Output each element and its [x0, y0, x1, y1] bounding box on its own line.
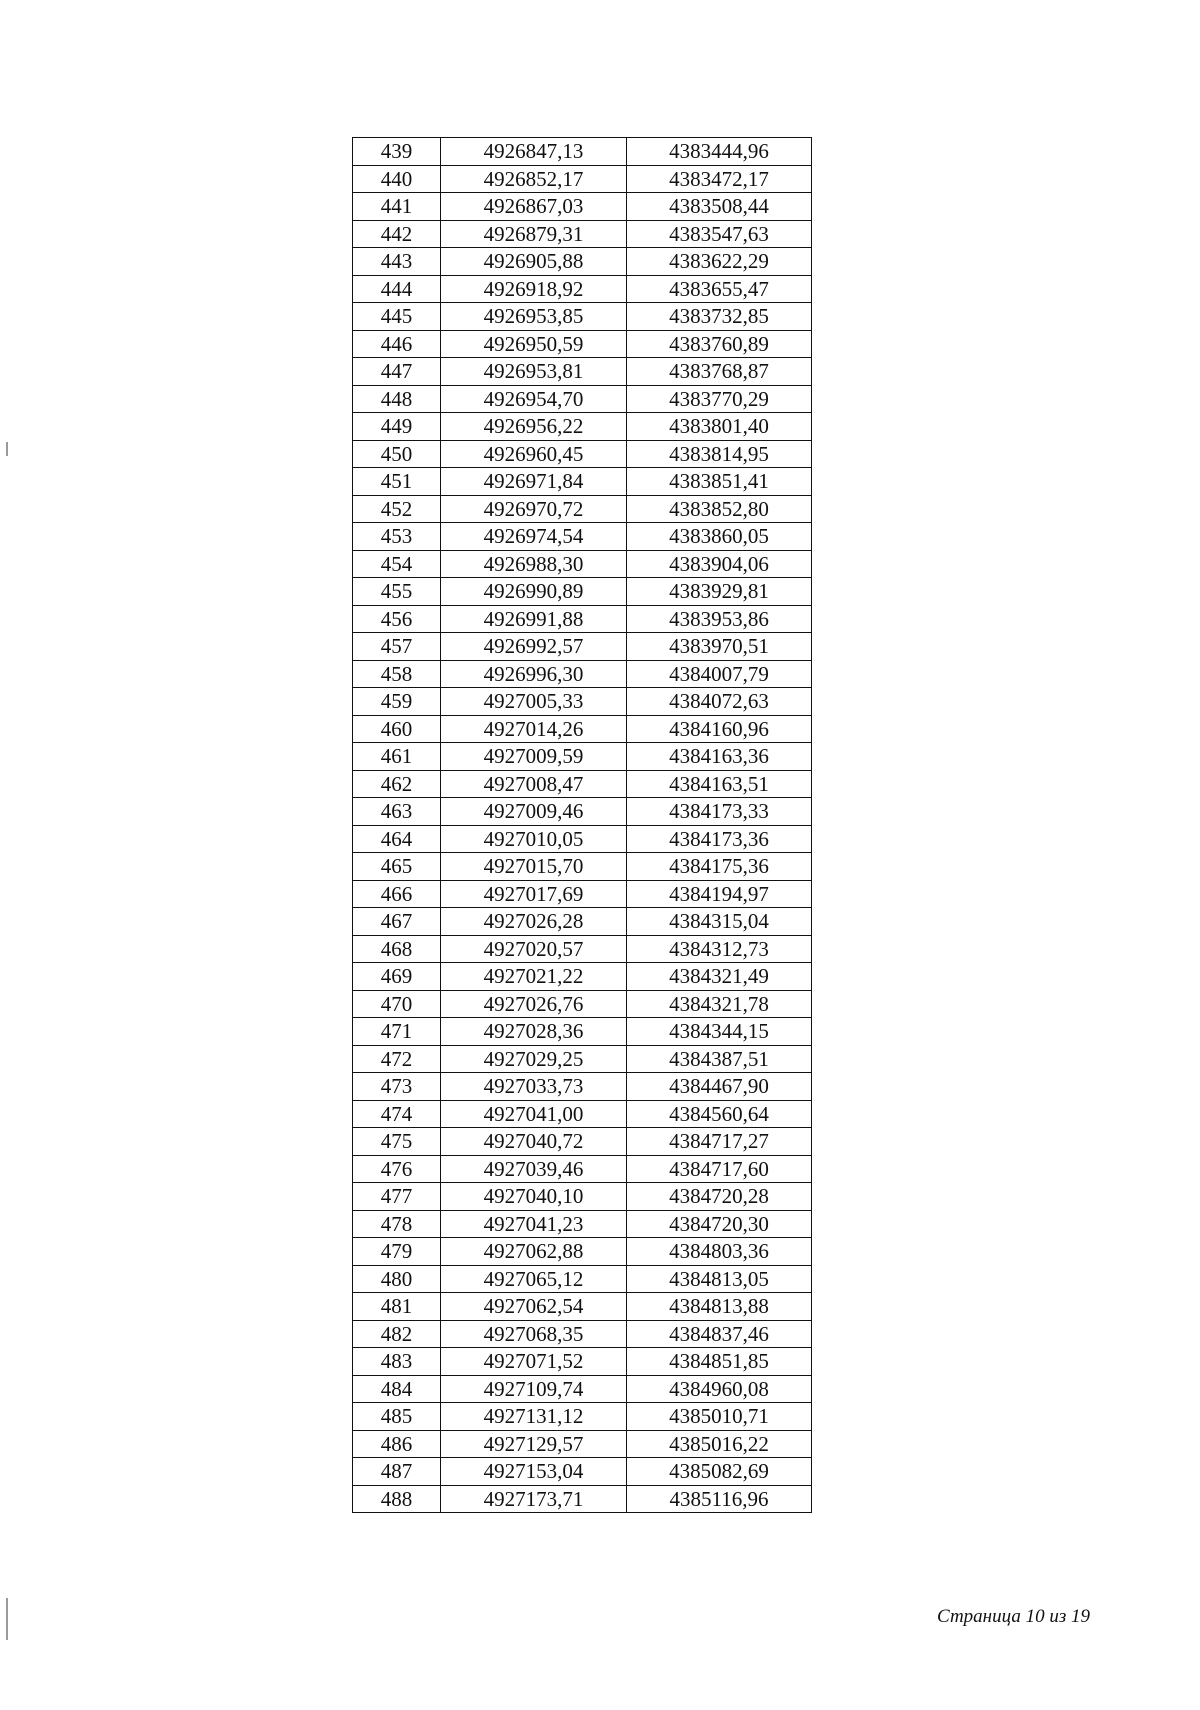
- x-coordinate-cell: 4927028,36: [441, 1018, 627, 1046]
- table-row: [353, 1018, 812, 1046]
- y-coordinate-cell: 4384960,08: [627, 1375, 812, 1403]
- point-number-cell: 448: [353, 385, 441, 413]
- y-coordinate-cell: 4384851,85: [627, 1348, 812, 1376]
- table-row: [353, 1238, 812, 1266]
- point-number-cell: 474: [353, 1100, 441, 1128]
- page-number-footer: [920, 1606, 1090, 1628]
- table-row: [353, 770, 812, 798]
- point-number-cell: 465: [353, 853, 441, 881]
- x-coordinate-cell: 4926956,22: [441, 413, 627, 441]
- y-coordinate-cell: 4383770,29: [627, 385, 812, 413]
- x-coordinate-cell: 4927009,46: [441, 798, 627, 826]
- x-coordinate-cell: 4926879,31: [441, 220, 627, 248]
- table-row: [353, 413, 812, 441]
- point-number-cell: 488: [353, 1485, 441, 1513]
- x-coordinate-cell: 4927015,70: [441, 853, 627, 881]
- y-coordinate-cell: 4385016,22: [627, 1430, 812, 1458]
- point-number-cell: 446: [353, 330, 441, 358]
- table-row: [353, 1348, 812, 1376]
- point-number-cell: 482: [353, 1320, 441, 1348]
- x-coordinate-cell: 4927129,57: [441, 1430, 627, 1458]
- table-row: [353, 853, 812, 881]
- table-row: [353, 1073, 812, 1101]
- table-row: [353, 248, 812, 276]
- point-number-cell: 445: [353, 303, 441, 331]
- point-number-cell: 454: [353, 550, 441, 578]
- point-number-cell: 440: [353, 165, 441, 193]
- x-coordinate-cell: 4927041,23: [441, 1210, 627, 1238]
- table-row: [353, 1320, 812, 1348]
- y-coordinate-cell: 4384813,05: [627, 1265, 812, 1293]
- x-coordinate-cell: 4926950,59: [441, 330, 627, 358]
- point-number-cell: 463: [353, 798, 441, 826]
- y-coordinate-cell: 4383472,17: [627, 165, 812, 193]
- table-row: [353, 358, 812, 386]
- point-number-cell: 442: [353, 220, 441, 248]
- point-number-cell: 468: [353, 935, 441, 963]
- point-number-cell: 455: [353, 578, 441, 606]
- table-row: [353, 660, 812, 688]
- point-number-cell: 452: [353, 495, 441, 523]
- x-coordinate-cell: 4927008,47: [441, 770, 627, 798]
- x-coordinate-cell: 4927005,33: [441, 688, 627, 716]
- y-coordinate-cell: 4384315,04: [627, 908, 812, 936]
- x-coordinate-cell: 4926991,88: [441, 605, 627, 633]
- point-number-cell: 443: [353, 248, 441, 276]
- y-coordinate-cell: 4384803,36: [627, 1238, 812, 1266]
- table-row: [353, 1100, 812, 1128]
- x-coordinate-cell: 4927071,52: [441, 1348, 627, 1376]
- point-number-cell: 449: [353, 413, 441, 441]
- x-coordinate-cell: 4926992,57: [441, 633, 627, 661]
- x-coordinate-cell: 4927026,28: [441, 908, 627, 936]
- point-number-cell: 471: [353, 1018, 441, 1046]
- table-row: [353, 385, 812, 413]
- y-coordinate-cell: 4384720,28: [627, 1183, 812, 1211]
- table-row: [353, 688, 812, 716]
- x-coordinate-cell: 4927026,76: [441, 990, 627, 1018]
- y-coordinate-cell: 4383904,06: [627, 550, 812, 578]
- x-coordinate-cell: 4926954,70: [441, 385, 627, 413]
- table-row: [353, 193, 812, 221]
- y-coordinate-cell: 4385010,71: [627, 1403, 812, 1431]
- table-row: [353, 1128, 812, 1156]
- point-number-cell: 453: [353, 523, 441, 551]
- x-coordinate-cell: 4926971,84: [441, 468, 627, 496]
- table-row: [353, 1265, 812, 1293]
- y-coordinate-cell: 4383655,47: [627, 275, 812, 303]
- y-coordinate-cell: 4383801,40: [627, 413, 812, 441]
- point-number-cell: 439: [353, 138, 441, 166]
- x-coordinate-cell: 4926974,54: [441, 523, 627, 551]
- point-number-cell: 441: [353, 193, 441, 221]
- point-number-cell: 477: [353, 1183, 441, 1211]
- y-coordinate-cell: 4383929,81: [627, 578, 812, 606]
- x-coordinate-cell: 4927021,22: [441, 963, 627, 991]
- point-number-cell: 481: [353, 1293, 441, 1321]
- x-coordinate-cell: 4927039,46: [441, 1155, 627, 1183]
- x-coordinate-cell: 4927010,05: [441, 825, 627, 853]
- y-coordinate-cell: 4383970,51: [627, 633, 812, 661]
- y-coordinate-cell: 4384175,36: [627, 853, 812, 881]
- point-number-cell: 472: [353, 1045, 441, 1073]
- x-coordinate-cell: 4927153,04: [441, 1458, 627, 1486]
- y-coordinate-cell: 4384321,49: [627, 963, 812, 991]
- point-number-cell: 462: [353, 770, 441, 798]
- x-coordinate-cell: 4927033,73: [441, 1073, 627, 1101]
- table-row: [353, 550, 812, 578]
- x-coordinate-cell: 4927062,54: [441, 1293, 627, 1321]
- table-row: [353, 578, 812, 606]
- x-coordinate-cell: 4927029,25: [441, 1045, 627, 1073]
- point-number-cell: 469: [353, 963, 441, 991]
- point-number-cell: 459: [353, 688, 441, 716]
- point-number-cell: 485: [353, 1403, 441, 1431]
- page-of-word: из: [1049, 1606, 1067, 1627]
- y-coordinate-cell: 4383508,44: [627, 193, 812, 221]
- point-number-cell: 487: [353, 1458, 441, 1486]
- page-label: Страница: [937, 1606, 1021, 1627]
- x-coordinate-cell: 4926905,88: [441, 248, 627, 276]
- scan-edge-mark: [6, 442, 8, 456]
- table-row: [353, 303, 812, 331]
- total-pages-number: 19: [1071, 1606, 1090, 1627]
- x-coordinate-cell: 4927062,88: [441, 1238, 627, 1266]
- y-coordinate-cell: 4384173,33: [627, 798, 812, 826]
- table-row: [353, 1045, 812, 1073]
- y-coordinate-cell: 4383851,41: [627, 468, 812, 496]
- x-coordinate-cell: 4927040,72: [441, 1128, 627, 1156]
- x-coordinate-cell: 4927041,00: [441, 1100, 627, 1128]
- point-number-cell: 460: [353, 715, 441, 743]
- point-number-cell: 478: [353, 1210, 441, 1238]
- table-row: [353, 963, 812, 991]
- y-coordinate-cell: 4384560,64: [627, 1100, 812, 1128]
- point-number-cell: 467: [353, 908, 441, 936]
- table-row: [353, 715, 812, 743]
- x-coordinate-cell: 4927017,69: [441, 880, 627, 908]
- point-number-cell: 476: [353, 1155, 441, 1183]
- point-number-cell: 461: [353, 743, 441, 771]
- x-coordinate-cell: 4926852,17: [441, 165, 627, 193]
- x-coordinate-cell: 4926960,45: [441, 440, 627, 468]
- y-coordinate-cell: 4383768,87: [627, 358, 812, 386]
- table-row: [353, 825, 812, 853]
- point-number-cell: 473: [353, 1073, 441, 1101]
- x-coordinate-cell: 4927109,74: [441, 1375, 627, 1403]
- y-coordinate-cell: 4384321,78: [627, 990, 812, 1018]
- point-number-cell: 479: [353, 1238, 441, 1266]
- y-coordinate-cell: 4383953,86: [627, 605, 812, 633]
- table-row: [353, 275, 812, 303]
- table-row: [353, 330, 812, 358]
- x-coordinate-cell: 4927068,35: [441, 1320, 627, 1348]
- x-coordinate-cell: 4926953,81: [441, 358, 627, 386]
- table-row: [353, 1375, 812, 1403]
- y-coordinate-cell: 4384387,51: [627, 1045, 812, 1073]
- x-coordinate-cell: 4926918,92: [441, 275, 627, 303]
- point-number-cell: 444: [353, 275, 441, 303]
- point-number-cell: 475: [353, 1128, 441, 1156]
- y-coordinate-cell: 4383444,96: [627, 138, 812, 166]
- y-coordinate-cell: 4383547,63: [627, 220, 812, 248]
- point-number-cell: 466: [353, 880, 441, 908]
- table-row: [353, 605, 812, 633]
- point-number-cell: 447: [353, 358, 441, 386]
- y-coordinate-cell: 4383860,05: [627, 523, 812, 551]
- x-coordinate-cell: 4927065,12: [441, 1265, 627, 1293]
- table-row: [353, 1210, 812, 1238]
- table-row: [353, 743, 812, 771]
- table-row: [353, 990, 812, 1018]
- point-number-cell: 484: [353, 1375, 441, 1403]
- y-coordinate-cell: 4385116,96: [627, 1485, 812, 1513]
- y-coordinate-cell: 4383814,95: [627, 440, 812, 468]
- table-row: [353, 935, 812, 963]
- table-row: [353, 1430, 812, 1458]
- table-row: [353, 220, 812, 248]
- y-coordinate-cell: 4384467,90: [627, 1073, 812, 1101]
- table-row: [353, 880, 812, 908]
- point-number-cell: 486: [353, 1430, 441, 1458]
- table-row: [353, 1293, 812, 1321]
- x-coordinate-cell: 4926990,89: [441, 578, 627, 606]
- point-number-cell: 456: [353, 605, 441, 633]
- table-row: [353, 1458, 812, 1486]
- y-coordinate-cell: 4383852,80: [627, 495, 812, 523]
- y-coordinate-cell: 4384007,79: [627, 660, 812, 688]
- table-row: [353, 633, 812, 661]
- point-number-cell: 450: [353, 440, 441, 468]
- y-coordinate-cell: 4385082,69: [627, 1458, 812, 1486]
- x-coordinate-cell: 4927040,10: [441, 1183, 627, 1211]
- coordinates-table: [352, 137, 812, 1513]
- table-row: [353, 468, 812, 496]
- point-number-cell: 464: [353, 825, 441, 853]
- y-coordinate-cell: 4383760,89: [627, 330, 812, 358]
- table-row: [353, 1155, 812, 1183]
- y-coordinate-cell: 4384717,60: [627, 1155, 812, 1183]
- y-coordinate-cell: 4384194,97: [627, 880, 812, 908]
- y-coordinate-cell: 4384160,96: [627, 715, 812, 743]
- point-number-cell: 451: [353, 468, 441, 496]
- x-coordinate-cell: 4927173,71: [441, 1485, 627, 1513]
- y-coordinate-cell: 4384837,46: [627, 1320, 812, 1348]
- table-row: [353, 138, 812, 166]
- y-coordinate-cell: 4384344,15: [627, 1018, 812, 1046]
- table-row: [353, 165, 812, 193]
- y-coordinate-cell: 4384717,27: [627, 1128, 812, 1156]
- table-row: [353, 495, 812, 523]
- x-coordinate-cell: 4927020,57: [441, 935, 627, 963]
- point-number-cell: 470: [353, 990, 441, 1018]
- table-row: [353, 1485, 812, 1513]
- y-coordinate-cell: 4384072,63: [627, 688, 812, 716]
- x-coordinate-cell: 4926953,85: [441, 303, 627, 331]
- current-page-number: 10: [1025, 1606, 1045, 1627]
- y-coordinate-cell: 4383622,29: [627, 248, 812, 276]
- x-coordinate-cell: 4926847,13: [441, 138, 627, 166]
- x-coordinate-cell: 4927009,59: [441, 743, 627, 771]
- point-number-cell: 480: [353, 1265, 441, 1293]
- coordinates-table-body: [353, 138, 812, 1513]
- point-number-cell: 458: [353, 660, 441, 688]
- table-row: [353, 908, 812, 936]
- x-coordinate-cell: 4926867,03: [441, 193, 627, 221]
- table-row: [353, 523, 812, 551]
- table-row: [353, 440, 812, 468]
- table-row: [353, 798, 812, 826]
- y-coordinate-cell: 4384312,73: [627, 935, 812, 963]
- x-coordinate-cell: 4926970,72: [441, 495, 627, 523]
- y-coordinate-cell: 4384163,51: [627, 770, 812, 798]
- x-coordinate-cell: 4926996,30: [441, 660, 627, 688]
- point-number-cell: 457: [353, 633, 441, 661]
- x-coordinate-cell: 4926988,30: [441, 550, 627, 578]
- y-coordinate-cell: 4383732,85: [627, 303, 812, 331]
- y-coordinate-cell: 4384813,88: [627, 1293, 812, 1321]
- table-row: [353, 1403, 812, 1431]
- scan-edge-mark: [6, 1598, 8, 1640]
- y-coordinate-cell: 4384720,30: [627, 1210, 812, 1238]
- x-coordinate-cell: 4927131,12: [441, 1403, 627, 1431]
- point-number-cell: 483: [353, 1348, 441, 1376]
- y-coordinate-cell: 4384163,36: [627, 743, 812, 771]
- y-coordinate-cell: 4384173,36: [627, 825, 812, 853]
- x-coordinate-cell: 4927014,26: [441, 715, 627, 743]
- table-row: [353, 1183, 812, 1211]
